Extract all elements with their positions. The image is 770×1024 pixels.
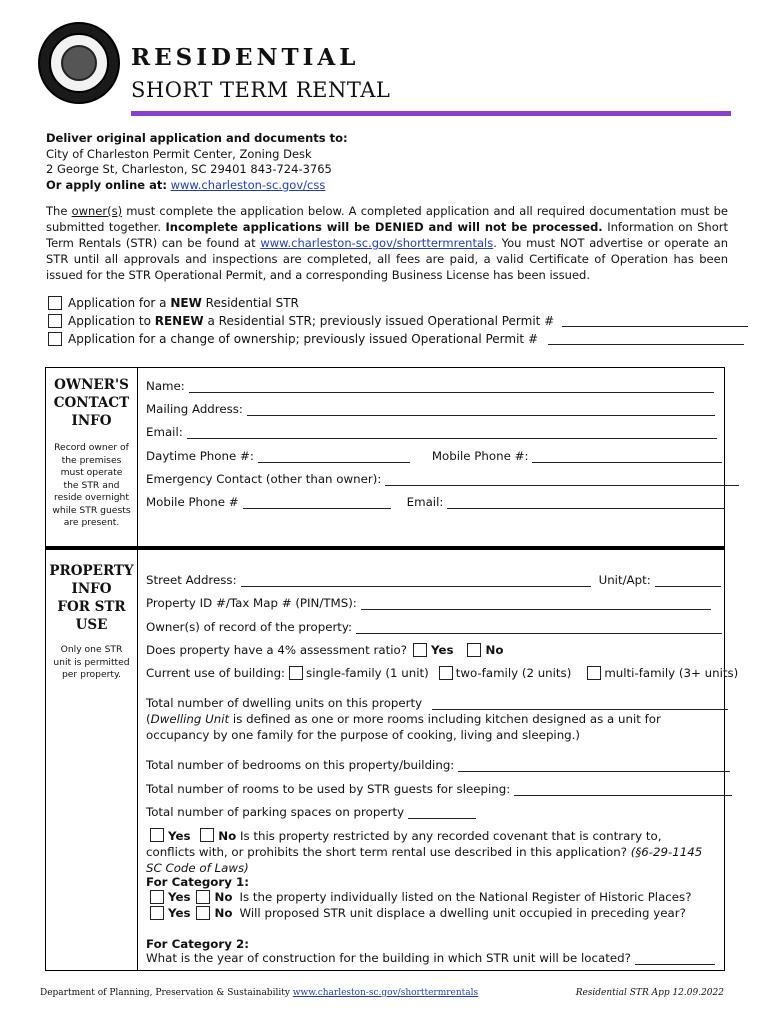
daytime-phone-field[interactable]: [258, 452, 410, 463]
text-bold: RENEW: [154, 314, 204, 328]
covenant-no-checkbox[interactable]: [200, 828, 214, 842]
cat1-q1-yes-checkbox[interactable]: [150, 890, 164, 904]
ratio-no-label: No: [485, 643, 504, 657]
ratio-question: Does property have a 4% assessment ratio?: [146, 643, 407, 657]
str-info-link[interactable]: www.charleston-sc.gov/shorttermrentals: [260, 236, 494, 250]
multi-family-label: multi-family (3+ units): [604, 666, 739, 680]
two-family-label: two-family (2 units): [455, 666, 572, 680]
cat1-q1-row: [146, 890, 691, 904]
emergency-label: Emergency Contact (other than owner):: [146, 472, 382, 486]
text-bold: NEW: [170, 296, 202, 310]
pid-label: Property ID #/Tax Map # (PIN/TMS):: [146, 596, 357, 610]
covenant-text: Is this property restricted by any recorded covenant that is contrary to, conflicts with, or prohibits the short term rental use described in this application?: [146, 829, 662, 859]
category-2-heading: For Category 2:: [146, 937, 249, 951]
owner-title-1: OWNER'S: [54, 377, 129, 393]
pid-row: [146, 596, 711, 610]
title-underline-bar: [131, 111, 731, 116]
apply-online-link[interactable]: www.charleston-sc.gov/css: [170, 177, 326, 192]
renew-permit-field[interactable]: [562, 315, 748, 327]
owner-note: Record owner of the premises must operate the STR and reside overnight while STR guests are present.: [52, 442, 131, 528]
email-label: Email:: [146, 425, 183, 439]
covenant-no-label: No: [218, 829, 237, 843]
section-divider: [46, 546, 724, 550]
mailing-field[interactable]: [247, 405, 715, 416]
covenant-yes-label: Yes: [168, 829, 191, 843]
footer-version: Residential STR App 12.09.2022: [575, 988, 724, 998]
unit-field[interactable]: [655, 576, 721, 587]
email-row: [146, 425, 717, 439]
category-1-heading: For Category 1:: [146, 875, 249, 889]
text: Application for a: [68, 296, 171, 310]
property-title-4: USE: [75, 617, 108, 633]
title-short-term-rental: SHORT TERM RENTAL: [131, 78, 391, 102]
owners-underlined: owner(s): [71, 204, 123, 218]
footer-department: [40, 988, 478, 998]
ratio-yes-checkbox[interactable]: [413, 643, 427, 657]
property-title-2: INFO: [71, 581, 112, 597]
denied-warning: Incomplete applications will be DENIED and will not be processed.: [165, 220, 603, 234]
apply-online-label: Or apply online at:: [46, 177, 167, 192]
delivery-line-1: City of Charleston Permit Center, Zoning Desk: [46, 146, 312, 161]
parking-label: Total number of parking spaces on property: [146, 805, 405, 819]
email-field[interactable]: [187, 428, 717, 439]
intro-text: Information on Short Term Rentals (STR) can be found at: [46, 220, 728, 250]
emergency-contact-field[interactable]: [385, 475, 739, 486]
option-renew: [48, 312, 748, 330]
new-checkbox[interactable]: [48, 296, 62, 310]
owners-record-row: [146, 620, 722, 634]
cat2-question: What is the year of construction for the building in which STR unit will be located?: [146, 951, 631, 965]
text: Application to: [68, 314, 155, 328]
property-title-1: PROPERTY: [49, 563, 134, 579]
cat1-q2-yes-label: Yes: [168, 906, 191, 920]
seal-emblem: [61, 45, 97, 81]
delivery-heading: Deliver original application and documents to:: [46, 131, 348, 145]
property-note: Only one STR unit is permitted per property.: [53, 644, 130, 680]
intro-text: . You must NOT advertise or operate an STR until all approvals and inspections are completed, all fees are paid, a valid Certificate of Operation has been issued for the STR Operational Permit, and a corresponding Business License has been issued.: [46, 236, 728, 282]
option-renew-label: [68, 314, 554, 328]
owner-section-label-column: [46, 368, 138, 546]
covenant-reference: (§6-29-1145 SC Code of Laws): [146, 845, 703, 875]
rooms-field[interactable]: [514, 785, 732, 796]
emergency-contact-row: [146, 495, 725, 509]
street-label: Street Address:: [146, 573, 237, 587]
cat1-q1-text: Is the property individually listed on the National Register of Historic Places?: [239, 890, 692, 904]
cat2-row: [146, 951, 715, 965]
application-form-table: [45, 367, 739, 971]
bedrooms-field[interactable]: [458, 761, 730, 772]
bedrooms-row: [146, 758, 730, 772]
owner-name-row: [146, 379, 714, 393]
name-label: Name:: [146, 379, 185, 393]
owner-title-2: CONTACT: [53, 395, 130, 411]
year-built-field[interactable]: [635, 954, 715, 965]
title-residential: RESIDENTIAL: [131, 44, 360, 71]
pid-field[interactable]: [361, 599, 711, 610]
rooms-row: [146, 782, 732, 796]
owners-record-label: Owner(s) of record of the property:: [146, 620, 353, 634]
emergency-row: [146, 472, 739, 486]
single-family-label: single-family (1 unit): [306, 666, 429, 680]
property-section-label-column: [46, 550, 138, 970]
dwelling-units-row: [146, 696, 728, 710]
renew-checkbox[interactable]: [48, 314, 62, 328]
cat1-q1-no-checkbox[interactable]: [196, 890, 210, 904]
intro-paragraph: [46, 203, 728, 283]
phones-row: [146, 449, 722, 463]
option-new-label: [68, 296, 299, 310]
dwelling-unit-term: Dwelling Unit: [150, 712, 230, 726]
rooms-label: Total number of rooms to be used by STR guests for sleeping:: [146, 782, 511, 796]
two-family-checkbox[interactable]: [439, 666, 453, 680]
current-use-row: [146, 666, 738, 680]
cat1-q1-yes-label: Yes: [168, 890, 191, 904]
owners-record-field[interactable]: [356, 623, 722, 634]
dwelling-units-label: Total number of dwelling units on this property: [146, 696, 423, 710]
emergency-mobile-label: Mobile Phone #: [146, 495, 239, 509]
emergency-email-label: Email:: [406, 495, 444, 509]
footer-link[interactable]: www.charleston-sc.gov/shorttermrentals: [292, 988, 479, 998]
ratio-no-checkbox[interactable]: [467, 643, 481, 657]
covenant-question: [146, 828, 714, 876]
emergency-email-field[interactable]: [447, 498, 725, 509]
parking-row: [146, 805, 476, 819]
delivery-line-2: 2 George St, Charleston, SC 29401 843-724-3765: [46, 162, 332, 176]
name-field[interactable]: [189, 382, 714, 393]
street-field[interactable]: [241, 576, 591, 587]
owner-title-3: INFO: [71, 413, 112, 429]
change-ownership-checkbox[interactable]: [48, 332, 62, 346]
dwelling-units-field[interactable]: [432, 699, 728, 710]
covenant-yes-checkbox[interactable]: [150, 828, 164, 842]
single-family-checkbox[interactable]: [289, 666, 303, 680]
intro-text: The: [46, 204, 72, 218]
cat1-q1-no-label: No: [214, 890, 233, 904]
street-row: [146, 573, 721, 587]
option-new: [48, 294, 748, 312]
option-change-ownership: [48, 330, 748, 348]
delivery-info: [46, 131, 348, 193]
text: Residential STR: [201, 296, 299, 310]
application-type-options: [48, 294, 748, 348]
parking-field[interactable]: [408, 808, 476, 819]
current-use-label: Current use of building:: [146, 666, 286, 680]
emergency-mobile-field[interactable]: [243, 498, 391, 509]
mailing-label: Mailing Address:: [146, 402, 243, 416]
seal-ring: [49, 33, 109, 93]
ratio-row: [146, 643, 503, 657]
bedrooms-label: Total number of bedrooms on this property/building:: [146, 758, 455, 772]
cat1-q2-no-label: No: [214, 906, 233, 920]
property-title-3: FOR STR: [57, 599, 126, 615]
daytime-label: Daytime Phone #:: [146, 449, 254, 463]
intro-text: must complete the application below. A completed application and all required documentation must be submitted together.: [46, 204, 729, 234]
department-name: Department of Planning, Preservation & Sustainability: [40, 988, 290, 998]
option-change-label: Application for a change of ownership; previously issued Operational Permit #: [68, 332, 538, 346]
dwelling-unit-definition: (Dwelling Unit is defined as one or more rooms including kitchen designed as a unit for occupancy by one family for the purpose of cooking, living and sleeping.): [146, 712, 661, 742]
ratio-yes-label: Yes: [430, 643, 454, 657]
cat1-q2-no-checkbox[interactable]: [196, 906, 210, 920]
text: a Residential STR; previously issued Operational Permit #: [203, 314, 555, 328]
change-permit-field[interactable]: [548, 333, 744, 345]
cat1-q2-text: Will proposed STR unit displace a dwelling unit occupied in preceding year?: [239, 906, 686, 920]
cat1-q2-yes-checkbox[interactable]: [150, 906, 164, 920]
mobile-label: Mobile Phone #:: [431, 449, 529, 463]
cat1-q2-row: [146, 906, 686, 920]
mailing-row: [146, 402, 715, 416]
multi-family-checkbox[interactable]: [587, 666, 601, 680]
dwelling-unit-text: is defined as one or more rooms including kitchen designed as a unit for occupancy by one family for the purpose of cooking, living and sleeping.): [146, 712, 661, 742]
unit-label: Unit/Apt:: [598, 573, 651, 587]
city-seal-logo: [38, 22, 120, 104]
mobile-phone-field[interactable]: [532, 452, 722, 463]
